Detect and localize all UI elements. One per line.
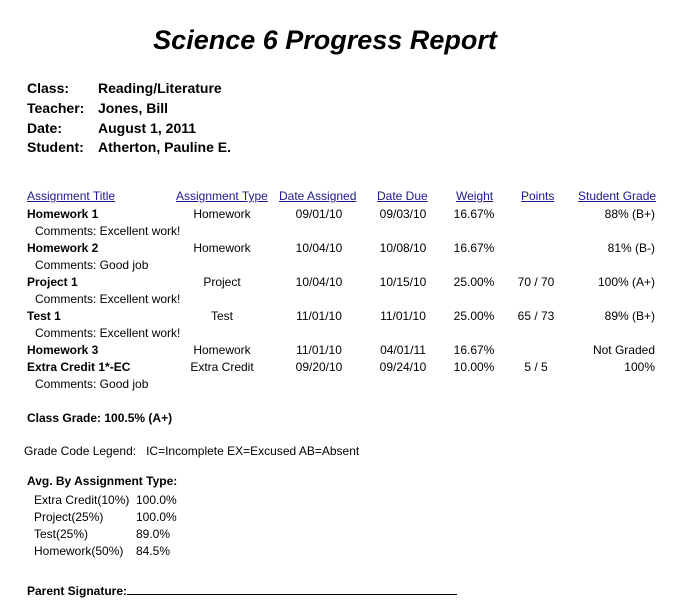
date-assigned: 10/04/10: [295, 275, 343, 289]
weight: 16.67%: [453, 207, 495, 221]
parent-signature-label: [27, 582, 457, 598]
student-grade: Not Graded: [592, 343, 655, 357]
points: 5 / 5: [524, 360, 548, 374]
assignment-comment: Comments: Excellent work!: [35, 292, 181, 306]
class-grade: Class Grade: 100.5% (A+): [27, 411, 173, 425]
avg-value: 84.5%: [136, 544, 171, 558]
date-value: August 1, 2011: [98, 120, 197, 136]
assignment-type: Extra Credit: [190, 360, 254, 374]
avg-value: 89.0%: [136, 527, 171, 541]
column-header-title: Assignment Title: [27, 189, 116, 203]
date-assigned: 11/01/10: [296, 343, 342, 357]
date-due: 09/03/10: [379, 207, 427, 221]
date-assigned: 09/01/10: [295, 207, 343, 221]
avg-value: 100.0%: [136, 510, 177, 524]
teacher-label: Teacher:: [27, 100, 85, 116]
assignment-comment: Comments: Excellent work!: [35, 224, 181, 238]
assignment-title: Homework 3: [27, 343, 99, 357]
date-due: 10/08/10: [379, 241, 427, 255]
column-header-date-assigned: Date Assigned: [279, 189, 357, 203]
avg-label: Project(25%): [34, 510, 104, 524]
date-due: 11/01/10: [380, 309, 426, 323]
column-header-date-due: Date Due: [377, 189, 428, 203]
date-due: 10/15/10: [379, 275, 427, 289]
student-grade: 81% (B-): [607, 241, 655, 255]
avg-label: Test(25%): [34, 527, 89, 541]
class-value: Reading/Literature: [98, 80, 222, 96]
assignment-title: Homework 1: [27, 207, 99, 221]
assignment-type: Homework: [193, 207, 251, 221]
assignment-title: Project 1: [27, 275, 78, 289]
avg-label: Homework(50%): [34, 544, 124, 558]
assignment-comment: Comments: Good job: [35, 258, 149, 272]
student-grade: 89% (B+): [604, 309, 655, 323]
class-label: Class:: [27, 80, 70, 96]
column-header-points: Points: [521, 189, 555, 203]
teacher-value: Jones, Bill: [98, 100, 169, 116]
assignment-comment: Comments: Excellent work!: [35, 326, 181, 340]
avg-label: Extra Credit(10%): [34, 493, 130, 507]
weight: 25.00%: [453, 275, 495, 289]
column-header-type: Assignment Type: [176, 189, 268, 203]
assignment-title: Test 1: [27, 309, 61, 323]
column-header-student-grade: Student Grade: [578, 189, 657, 203]
student-label: Student:: [27, 139, 84, 155]
assignment-type: Project: [203, 275, 241, 289]
assignment-comment: Comments: Good job: [35, 377, 149, 391]
avg-value: 100.0%: [136, 493, 177, 507]
student-grade: 100% (A+): [597, 275, 655, 289]
student-grade: 100%: [624, 360, 655, 374]
column-header-weight: Weight: [456, 189, 494, 203]
date-due: 04/01/11: [380, 343, 426, 357]
date-assigned: 09/20/10: [295, 360, 343, 374]
report-title: Science 6 Progress Report: [153, 25, 497, 55]
weight: 25.00%: [453, 309, 495, 323]
assignment-type: Test: [210, 309, 233, 323]
date-assigned: 10/04/10: [295, 241, 343, 255]
weight: 16.67%: [453, 343, 495, 357]
parent-signature-line[interactable]: [127, 582, 457, 595]
date-label: Date:: [27, 120, 63, 136]
date-assigned: 11/01/10: [296, 309, 342, 323]
student-grade: 88% (B+): [604, 207, 655, 221]
assignment-type: Homework: [193, 241, 251, 255]
grade-code-legend: Grade Code Legend: IC=Incomplete EX=Excused AB=Absent: [24, 444, 360, 458]
assignment-title: Homework 2: [27, 241, 99, 255]
student-value: Atherton, Pauline E.: [98, 139, 232, 155]
points: 65 / 73: [517, 309, 555, 323]
avg-by-type-title: Avg. By Assignment Type:: [27, 474, 178, 488]
parent-signature-text: Parent Signature:: [27, 584, 128, 598]
date-due: 09/24/10: [379, 360, 427, 374]
assignment-type: Homework: [193, 343, 251, 357]
assignment-title: Extra Credit 1*-EC: [27, 360, 131, 374]
weight: 10.00%: [453, 360, 495, 374]
points: 70 / 70: [517, 275, 555, 289]
weight: 16.67%: [453, 241, 495, 255]
